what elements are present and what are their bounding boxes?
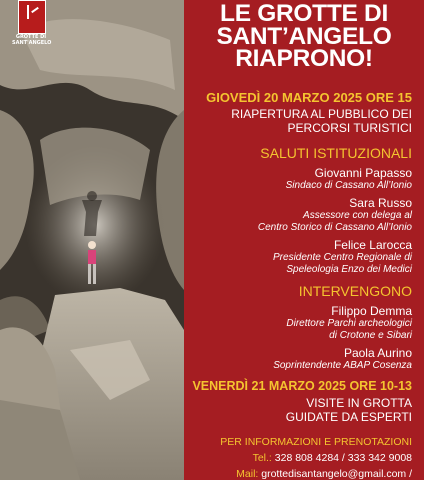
speaker-role: Direttore Parchi archeologici	[286, 318, 412, 329]
title-line1: LE GROTTE DI	[220, 0, 388, 27]
greeting-name: Giovanni Papasso	[314, 166, 412, 180]
info-heading: PER INFORMAZIONI E PRENOTAZIONI	[220, 436, 412, 448]
title-line3: RIAPRONO!	[235, 45, 373, 72]
greeting-role: Sindaco di Cassano All’Ionio	[285, 180, 412, 191]
title-line2: SANT’ANGELO	[216, 22, 392, 50]
page-title	[184, 0, 424, 72]
info-mail[interactable]	[236, 468, 412, 480]
logo-text	[12, 34, 50, 46]
greeting-role: Speleologia Enzo dei Medici	[286, 264, 412, 275]
greeting-name: Felice Larocca	[333, 238, 412, 252]
logo-text-line2: SANT'ANGELO	[12, 40, 52, 46]
event2-line2: GUIDATE DA ESPERTI	[285, 410, 412, 424]
info-panel	[184, 0, 424, 480]
logo-mark-icon	[27, 5, 39, 19]
speaker-role: di Crotone e Sibari	[329, 330, 412, 341]
greeting-role: Assessore con delega al	[303, 210, 412, 221]
section-greetings: SALUTI ISTITUZIONALI	[260, 145, 412, 161]
speaker-name: Filippo Demma	[331, 304, 412, 318]
mail-value[interactable]: grottedisantangelo@gmail.com /	[261, 468, 412, 480]
tel-value[interactable]: 328 808 4284 / 333 342 9008	[274, 452, 412, 464]
mail-label: Mail:	[236, 468, 259, 480]
cave-photo	[0, 0, 184, 480]
tel-label: Tel.:	[252, 452, 272, 464]
info-tel[interactable]	[253, 452, 412, 464]
event1-line1: RIAPERTURA AL PUBBLICO DEI	[231, 107, 412, 121]
speaker-role: Soprintendente ABAP Cosenza	[273, 360, 412, 371]
greeting-role: Centro Storico di Cassano All’Ionio	[257, 222, 412, 233]
event1-line2: PERCORSI TURISTICI	[287, 121, 412, 135]
logo	[18, 0, 46, 34]
greeting-name: Sara Russo	[349, 196, 412, 210]
speaker-name: Paola Aurino	[343, 346, 412, 360]
section-speakers: INTERVENGONO	[298, 283, 412, 299]
event2-date: VENERDÌ 21 MARZO 2025 ORE 10-13	[192, 379, 412, 393]
event2-line1: VISITE IN GROTTA	[306, 396, 412, 410]
logo-text-line1: GROTTE DI	[15, 34, 47, 40]
event1-date: GIOVEDÌ 20 MARZO 2025 ORE 15	[206, 90, 412, 105]
greeting-role: Presidente Centro Regionale di	[273, 252, 412, 263]
